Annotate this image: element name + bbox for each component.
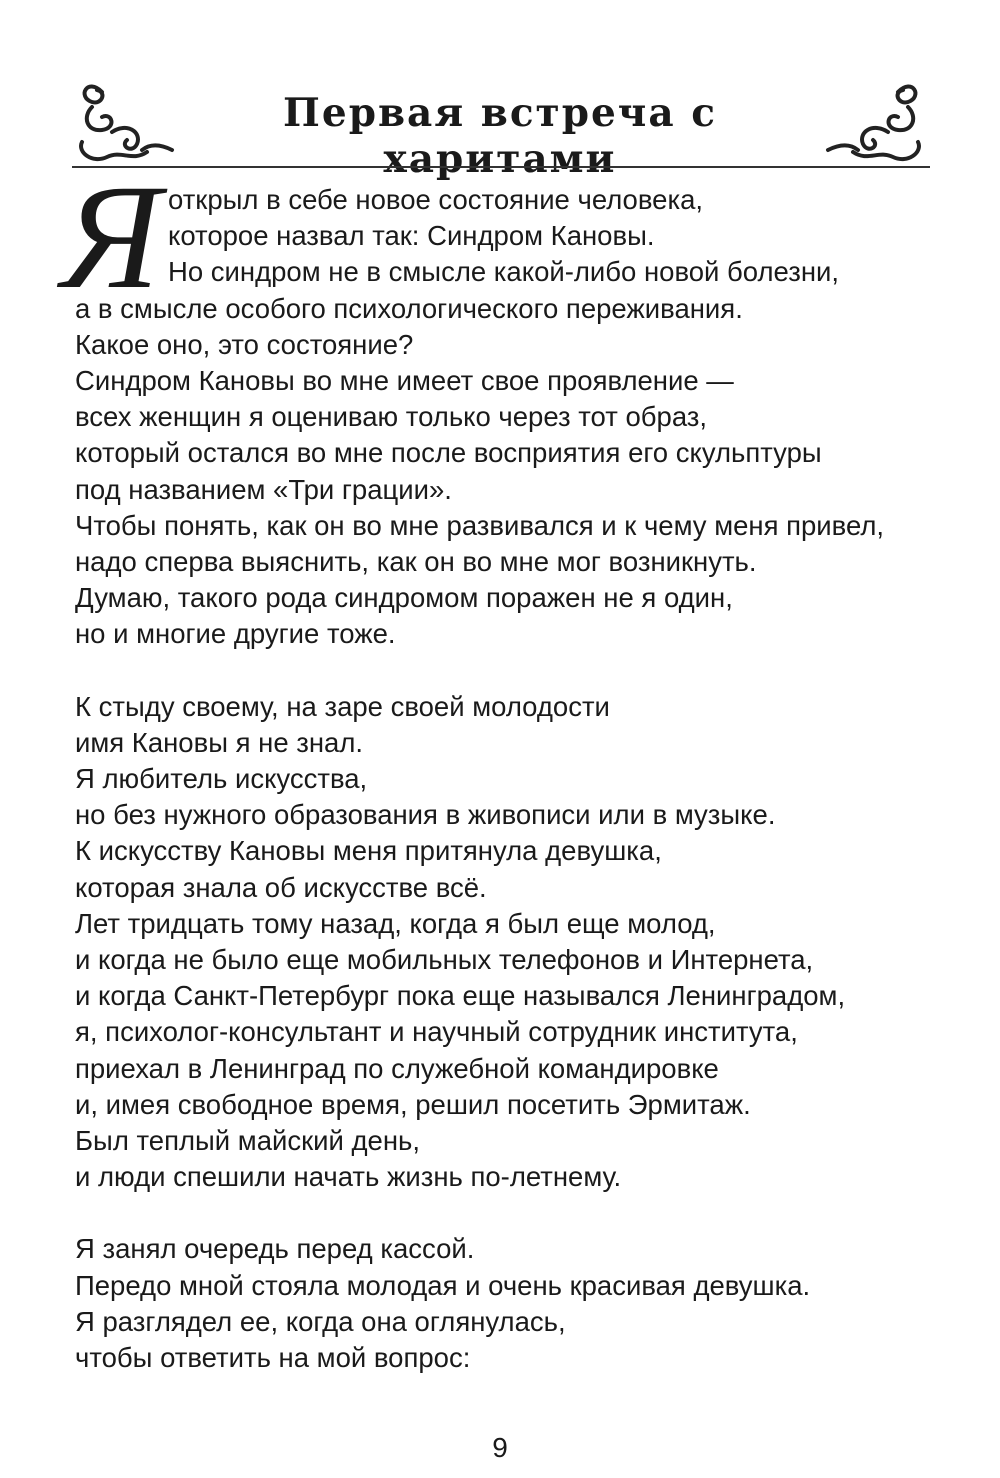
- text-line: Я занял очередь перед кассой.: [75, 1233, 475, 1265]
- ornament-right-icon: [818, 72, 928, 172]
- text-line: которое назвал так: Синдром Кановы.: [168, 220, 655, 252]
- text-line: надо сперва выяснить, как он во мне мог возникнуть.: [75, 545, 757, 577]
- text-line: Лет тридцать тому назад, когда я был еще молод,: [75, 907, 716, 939]
- text-line: я, психолог-консультант и научный сотрудник института,: [75, 1016, 798, 1048]
- body-text: [75, 182, 945, 1376]
- text-line: всех женщин я оцениваю только через тот образ,: [75, 401, 708, 433]
- text-line: К искусству Кановы меня притянула девушка,: [75, 835, 662, 867]
- text-line: Я разглядел ее, когда она оглянулась,: [75, 1305, 566, 1337]
- chapter-title: Первая встреча с харитами: [283, 90, 717, 182]
- paragraph-gap: [75, 652, 945, 688]
- text-line: и когда не было еще мобильных телефонов и Интернета,: [75, 943, 814, 975]
- text-line: открыл в себе новое состояние человека,: [168, 184, 704, 215]
- text-line: приехал в Ленинград по служебной командировке: [75, 1052, 719, 1084]
- text-line: но без нужного образования в живописи или в музыке.: [75, 799, 776, 831]
- text-line: Синдром Кановы во мне имеет свое проявление —: [75, 364, 734, 396]
- text-line: Какое оно, это состояние?: [75, 328, 414, 360]
- text-line: Чтобы понять, как он во мне развивался и к чему меня привел,: [75, 509, 885, 541]
- text-line: под названием «Три грации».: [75, 473, 452, 505]
- text-line: и, имея свободное время, решил посетить Эрмитаж.: [75, 1088, 751, 1120]
- text-line: Думаю, такого рода синдромом поражен не я один,: [75, 582, 733, 614]
- header-rule: [72, 166, 930, 168]
- chapter-header: [0, 30, 1000, 182]
- text-line: который остался во мне после восприятия его скульптуры: [75, 437, 822, 469]
- text-line: чтобы ответить на мой вопрос:: [75, 1342, 471, 1373]
- text-line: К стыду своему, на заре своей молодости: [75, 690, 610, 722]
- text-line: Я любитель искусства,: [75, 763, 368, 794]
- text-line: Но синдром не в смысле какой-либо новой болезни,: [168, 256, 840, 288]
- page-number: 9: [492, 1432, 508, 1463]
- text-line: Был теплый майский день,: [75, 1124, 420, 1156]
- text-line: Передо мной стояла молодая и очень красивая девушка.: [75, 1269, 811, 1301]
- text-line: которая знала об искусстве всё.: [75, 871, 487, 903]
- text-line: и люди спешили начать жизнь по-летнему.: [75, 1161, 622, 1193]
- text-line: имя Кановы я не знал.: [75, 726, 364, 758]
- text-line: а в смысле особого психологического переживания.: [75, 292, 743, 324]
- text-line: но и многие другие тоже.: [75, 618, 396, 650]
- paragraph-gap: [75, 1195, 945, 1231]
- drop-cap: Я: [62, 154, 161, 320]
- text-line: и когда Санкт-Петербург пока еще назывался Ленинградом,: [75, 980, 846, 1012]
